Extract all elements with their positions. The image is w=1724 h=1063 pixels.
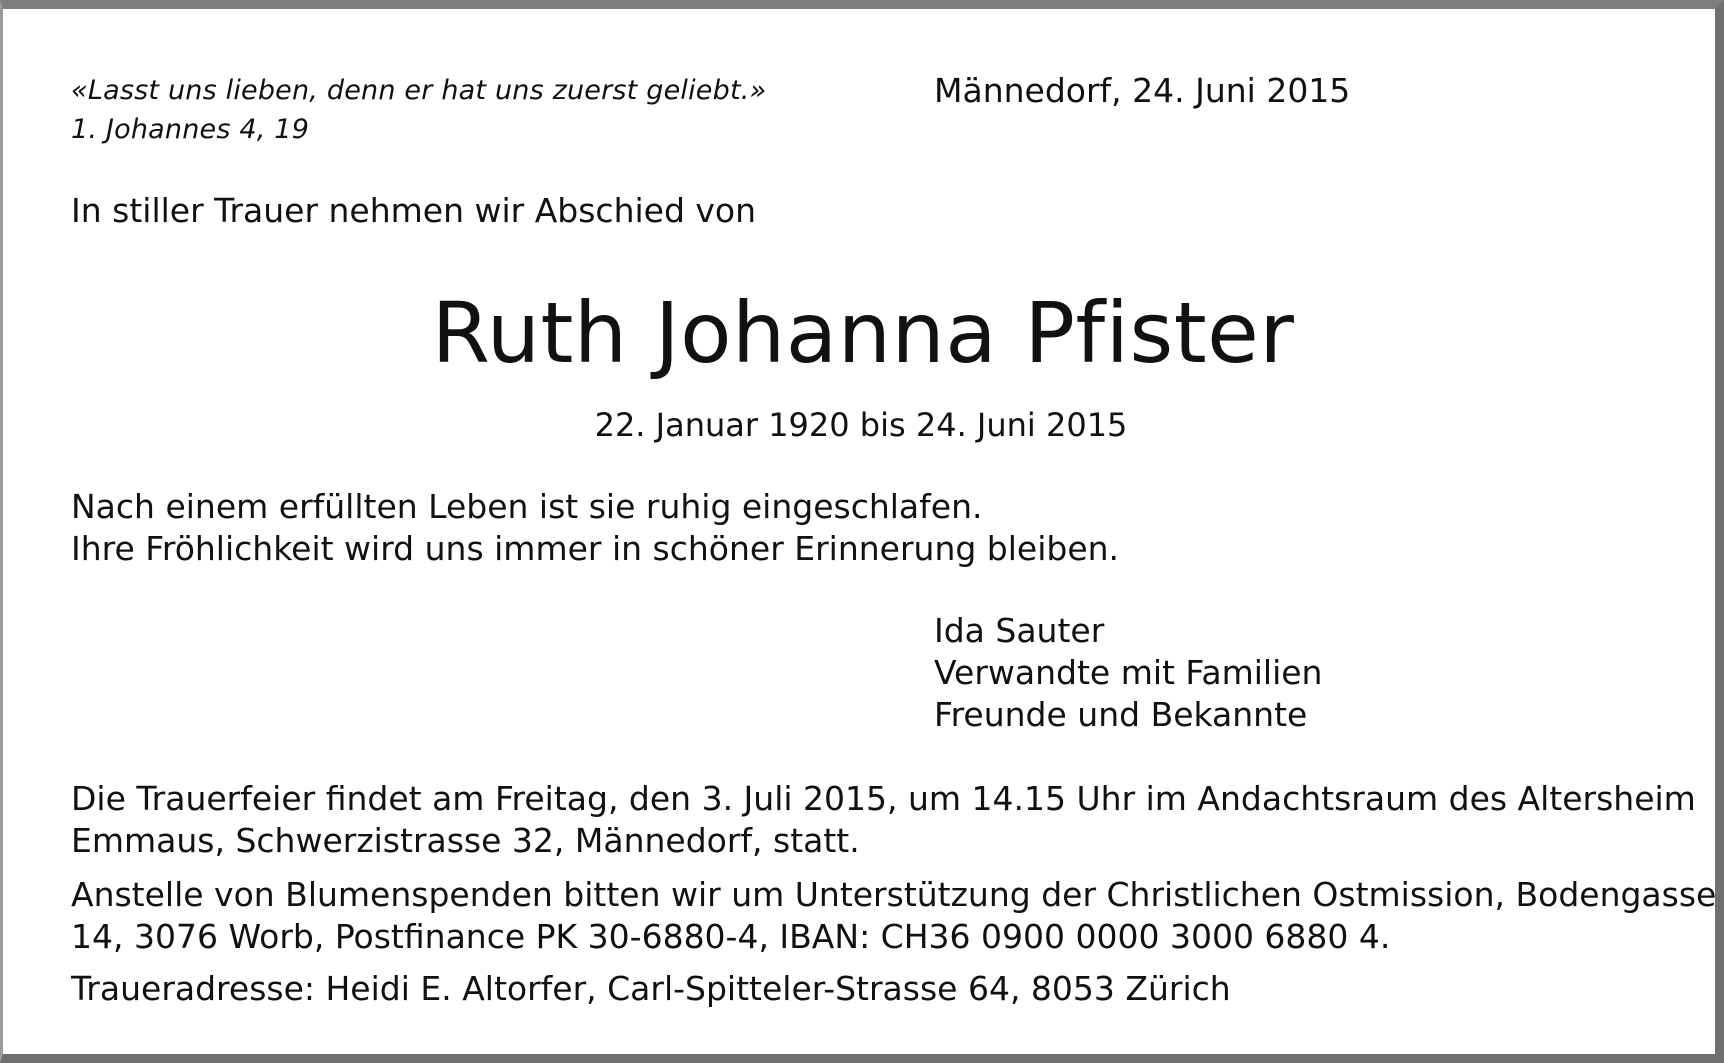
deceased-name: Ruth Johanna Pfister — [431, 284, 1295, 382]
donation-info-line-1: Anstelle von Blumenspenden bitten wir um Unterstützung der Christlichen Ostmission, Bodengasse — [71, 875, 1717, 914]
mourning-address: Traueradresse: Heidi E. Altorfer, Carl-Spitteler-Strasse 64, 8053 Zürich — [71, 969, 1231, 1008]
funeral-info-line-2: Emmaus, Schwerzistrasse 32, Männedorf, statt. — [71, 821, 860, 860]
message-line-2: Ihre Fröhlichkeit wird uns immer in schöner Erinnerung bleiben. — [71, 529, 1120, 568]
bible-quote-source: 1. Johannes 4, 19 — [71, 114, 310, 145]
mourner-1: Ida Sauter — [934, 611, 1105, 650]
message-line-1: Nach einem erfüllten Leben ist sie ruhig eingeschlafen. — [71, 487, 983, 526]
bible-quote: «Lasst uns lieben, denn er hat uns zuerst geliebt.» — [71, 75, 767, 106]
mourner-2: Verwandte mit Familien — [934, 653, 1323, 692]
funeral-info-line-1: Die Trauerfeier findet am Freitag, den 3. Juli 2015, um 14.15 Uhr im Andachtsraum des Altersheim — [71, 779, 1696, 818]
place-and-date: Männedorf, 24. Juni 2015 — [934, 71, 1351, 110]
mourner-3: Freunde und Bekannte — [934, 695, 1308, 734]
intro-line: In stiller Trauer nehmen wir Abschied von — [71, 191, 757, 230]
lifespan: 22. Januar 1920 bis 24. Juni 2015 — [594, 406, 1128, 444]
donation-info-line-2: 14, 3076 Worb, Postfinance PK 30-6880-4, IBAN: CH36 0900 0000 3000 6880 4. — [71, 917, 1391, 956]
